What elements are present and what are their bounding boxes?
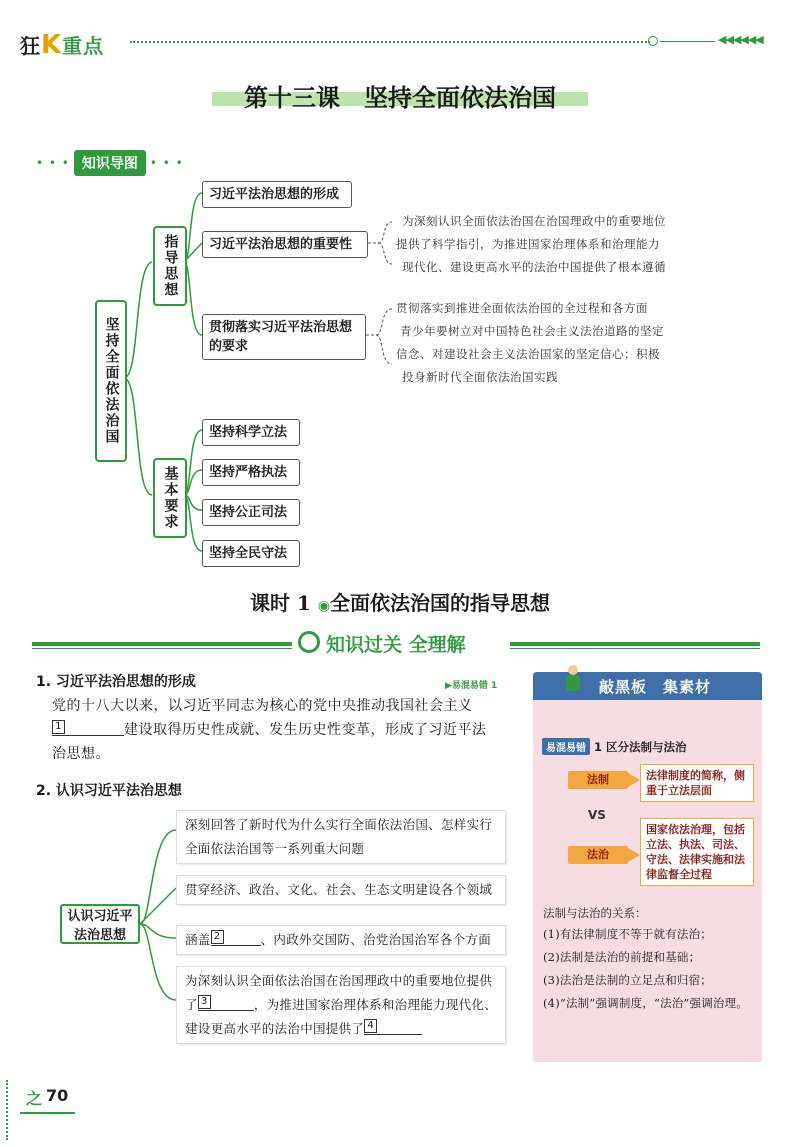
footer-dotted-line	[6, 1080, 8, 1140]
term-fazhi-legal-system: 法制	[568, 771, 628, 789]
error-badge: 易混易错	[542, 738, 590, 755]
answer-blank-4[interactable]: 4	[364, 1018, 422, 1035]
term-fazhi-rule-of-law: 法治	[568, 846, 628, 864]
logo-text-1: 狂	[20, 34, 41, 58]
item2-box-4: 为深刻认识全面依法治国在治国理政中的重要地位提供 了 3 ，为推进国家治理体系和治理能力现代化、 建设更高水平的法治中国提供了 4	[176, 966, 506, 1044]
item2-box-3: 涵盖 2 、内政外交国防、治党治国治军各个方面	[176, 925, 506, 955]
error-tag: ▶易混易错 1	[445, 681, 498, 691]
dots-right: • • •	[149, 156, 184, 170]
knowledge-map-pill: 知识导图	[74, 150, 146, 176]
item1-line3: 治思想。	[52, 746, 110, 762]
header-arrows-icon: ◀◀◀◀◀◀	[718, 33, 763, 46]
item1-line2: 建设取得历史性成就、发生历史性变革，形成了习近平法	[124, 722, 487, 738]
panel-subtitle: 1 区分法制与法治	[594, 739, 687, 754]
mindmap-item: 坚持全民守法	[202, 540, 300, 567]
section-title: 知识过关 全理解	[326, 634, 466, 656]
term-definition-1: 法律制度的简称，侧重于立法层面	[640, 764, 754, 802]
mindmap-note-1: 为深刻认识全面依法治国在治国理政中的重要地位 提供了科学指引，为推进国家治理体系和治理能力 现代化、建设更高水平的法治中国提供了根本遵循	[396, 214, 666, 274]
item2-heading: 2. 认识习近平法治思想	[36, 783, 182, 799]
page-icon: 之	[26, 1089, 43, 1108]
relation-item: (1)有法律制度不等于就有法治；	[543, 927, 712, 941]
panel-title: 敲黑板 集素材	[599, 678, 712, 696]
page-number: 70	[46, 1086, 69, 1105]
dots-left: • • •	[36, 156, 70, 170]
mindmap-item: 坚持严格执法	[202, 459, 300, 486]
mindmap-note-2: 贯彻落实到推进全面依法治国的全过程和各方面 青少年要树立对中国特色社会主义法治道路的坚定 信念、对建设社会主义法治国家的坚定信心；积极 投身新时代全面依法治国实践	[396, 301, 664, 384]
item1-line1: 党的十八大以来，以习近平同志为核心的党中央推动我国社会主义	[52, 698, 473, 714]
item2-center-box: 认识习近平法治思想	[60, 904, 140, 944]
period-dot-icon: ◉	[317, 598, 331, 614]
term-definition-2: 国家依法治理，包括立法、执法、司法、守法、法律实施和法律监督全过程	[640, 818, 754, 886]
mindmap-root: 坚持全面依法治国	[95, 300, 127, 462]
blank-number: 1	[52, 720, 65, 734]
item2-box-1: 深刻回答了新时代为什么实行全面依法治国、怎样实行 全面依法治国等一系列重大问题	[176, 810, 506, 864]
mindmap-item: 坚持科学立法	[202, 419, 300, 446]
relation-title: 法制与法治的关系：	[543, 906, 647, 920]
relation-item: (2)法制是法治的前提和基础；	[543, 950, 701, 964]
mindmap-item: 习近平法治思想的重要性	[202, 231, 368, 258]
mindmap-item: 贯彻落实习近平法治思想的要求	[202, 314, 366, 360]
logo-text-2: 重点	[62, 34, 105, 58]
answer-blank-2[interactable]: 2	[211, 929, 261, 946]
period-title: 课时 1 ◉全面依法治国的指导思想	[249, 591, 551, 615]
item1-heading: 1. 习近平法治思想的形成	[36, 674, 196, 690]
logo-k: K	[41, 30, 63, 60]
vs-label: VS	[588, 808, 606, 822]
relation-item: (3)法治是法制的立足点和归宿；	[543, 973, 712, 987]
mindmap-branch-guiding: 指导思想	[153, 226, 187, 306]
lesson-title: 第十三课 坚持全面依法治国	[244, 83, 556, 112]
mindmap-item: 习近平法治思想的形成	[202, 181, 352, 208]
item2-box-2: 贯穿经济、政治、文化、社会、生态文明建设各个领域	[176, 875, 506, 905]
mindmap-item: 坚持公正司法	[202, 499, 300, 526]
answer-blank-3[interactable]: 3	[198, 994, 254, 1011]
mindmap-branch-requirements: 基本要求	[153, 458, 187, 538]
relation-item: (4)“法制”强调制度，“法治”强调治理。	[543, 996, 749, 1010]
